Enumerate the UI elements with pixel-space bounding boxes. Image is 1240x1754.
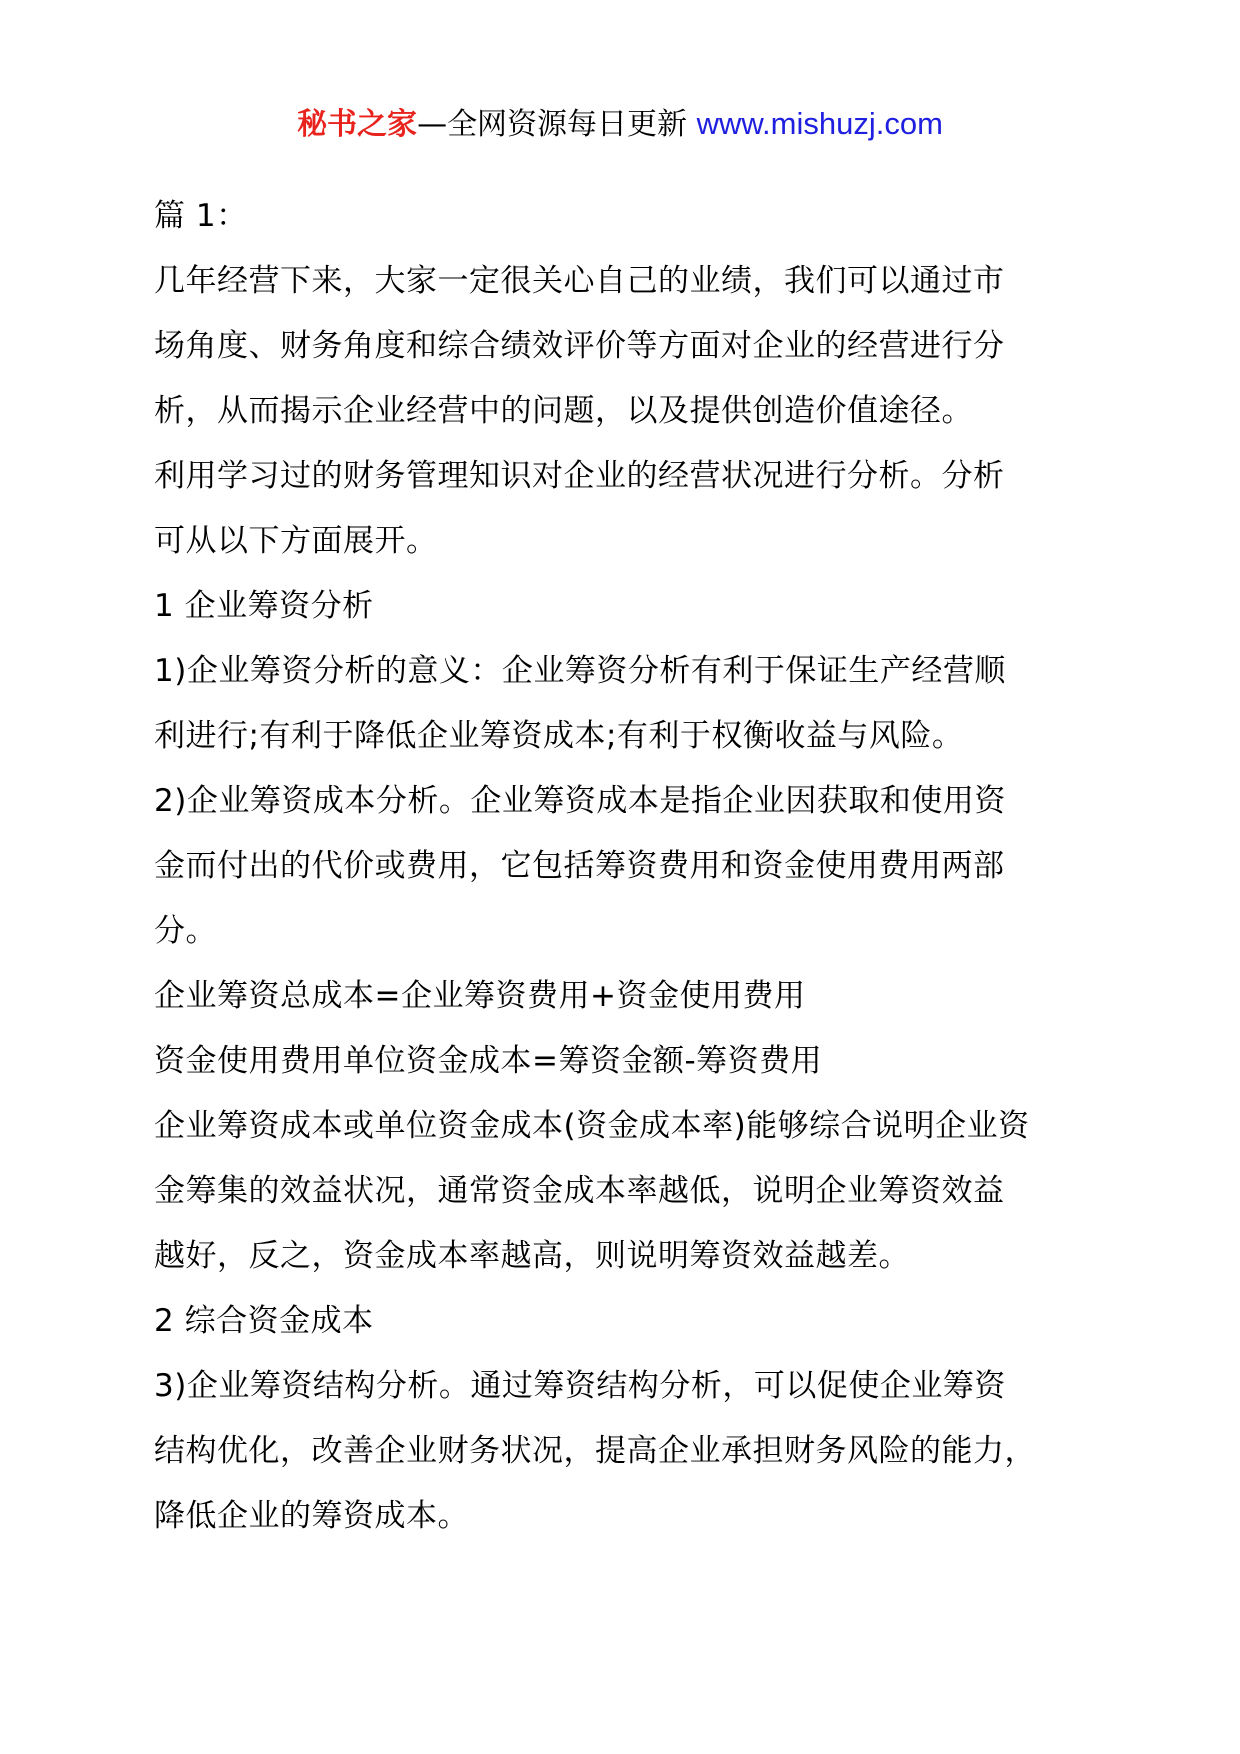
header-tagline: —全网资源每日更新: [417, 107, 697, 142]
paragraph-line: 金而付出的代价或费用，它包括筹资费用和资金使用费用两部: [154, 848, 1005, 884]
section-label: 篇 1：: [154, 198, 248, 234]
paragraph-line: 利进行;有利于降低企业筹资成本;有利于权衡收益与风险。: [154, 718, 964, 754]
paragraph-line: 分。: [154, 913, 217, 949]
paragraph-line: 利用学习过的财务管理知识对企业的经营状况进行分析。分析: [154, 458, 1005, 494]
paragraph-line: 2)企业筹资成本分析。企业筹资成本是指企业因获取和使用资: [154, 783, 1006, 819]
formula-line: 企业筹资总成本=企业筹资费用+资金使用费用: [154, 978, 806, 1014]
paragraph-line: 1)企业筹资分析的意义：企业筹资分析有利于保证生产经营顺: [154, 653, 1006, 689]
paragraph-line: 降低企业的筹资成本。: [154, 1498, 469, 1534]
paragraph-line: 企业筹资成本或单位资金成本(资金成本率)能够综合说明企业资: [154, 1108, 1030, 1144]
section-heading: 2 综合资金成本: [154, 1303, 374, 1339]
paragraph-line: 可从以下方面展开。: [154, 523, 438, 559]
paragraph-line: 3)企业筹资结构分析。通过筹资结构分析，可以促使企业筹资: [154, 1368, 1006, 1404]
page-header: [0, 98, 1240, 151]
paragraph-line: 结构优化，改善企业财务状况，提高企业承担财务风险的能力，: [154, 1433, 1036, 1469]
document-body: [154, 184, 1120, 1549]
paragraph-line: 析，从而揭示企业经营中的问题，以及提供创造价值途径。: [154, 393, 973, 429]
section-heading: 1 企业筹资分析: [154, 588, 374, 624]
paragraph-line: 几年经营下来，大家一定很关心自己的业绩，我们可以通过市: [154, 263, 1005, 299]
paragraph-line: 金筹集的效益状况，通常资金成本率越低，说明企业筹资效益: [154, 1173, 1005, 1209]
paragraph-line: 越好，反之，资金成本率越高，则说明筹资效益越差。: [154, 1238, 910, 1274]
formula-line: 资金使用费用单位资金成本=筹资金额-筹资费用: [154, 1043, 823, 1079]
site-url-link[interactable]: www.mishuzj.com: [696, 106, 943, 141]
paragraph-line: 场角度、财务角度和综合绩效评价等方面对企业的经营进行分: [154, 328, 1005, 364]
brand-name: 秘书之家: [297, 107, 418, 142]
